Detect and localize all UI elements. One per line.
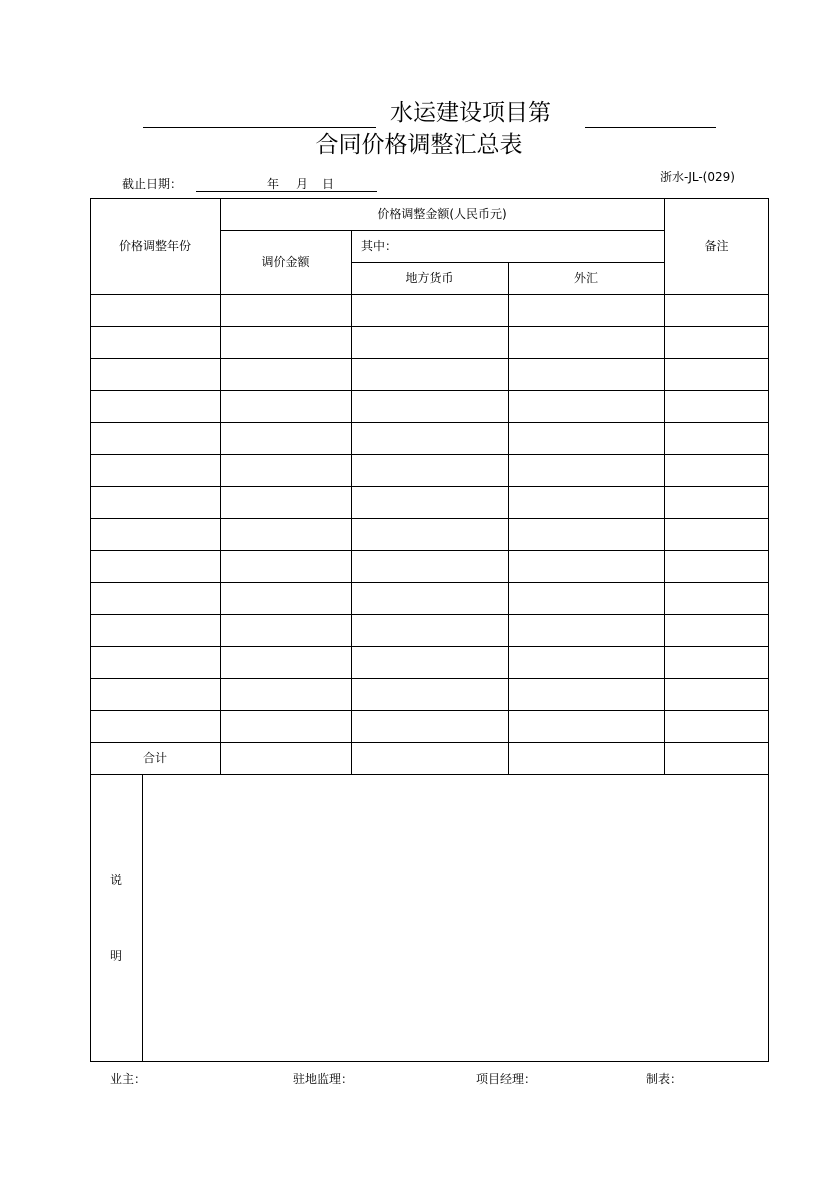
date-year: 年 [267,177,280,191]
date-label: 截止日期： [122,177,183,191]
grid-line [351,230,352,775]
table-row-line [90,390,769,391]
col-remark: 备注 [704,239,729,253]
table-row-line [90,326,769,327]
col-subgroup-of-which: 其中： [361,239,398,253]
col-foreign-currency: 外汇 [573,271,598,285]
table-row-line [90,550,769,551]
notes-label-char-1: 说 [109,873,122,887]
grid-line [90,294,769,295]
table-row-line [90,678,769,679]
table-row-line [90,646,769,647]
table-row-line [90,422,769,423]
table-row-line [90,710,769,711]
manager-signature-label: 项目经理： [476,1072,537,1086]
date-day: 日 [322,177,335,191]
date-underline [196,191,377,192]
grid-line [351,262,664,263]
notes-area[interactable] [143,775,768,1061]
preparer-signature-label: 制表： [646,1072,683,1086]
table-row-line [90,486,769,487]
grid-line [220,230,664,231]
supervisor-signature-label: 驻地监理： [293,1072,354,1086]
table-row-line [90,742,769,743]
date-month: 月 [296,177,309,191]
project-title: 水运建设项目第 [390,100,551,126]
table-row-line [90,582,769,583]
title-line-1 [0,96,838,130]
col-adjust-amount: 调价金额 [261,255,310,269]
form-code: 浙水-JL-(029) [660,170,735,184]
notes-label-char-2: 明 [109,949,122,963]
table-row-line [90,518,769,519]
table-row-line [90,358,769,359]
total-label: 合计 [142,751,167,765]
col-group-adjust-amount: 价格调整金额(人民币元) [377,207,507,221]
col-local-currency: 地方货币 [405,271,454,285]
form-title: 合同价格调整汇总表 [315,132,523,158]
owner-signature-label: 业主： [110,1072,147,1086]
table-row-line [90,614,769,615]
table-row-line [90,454,769,455]
col-adjust-year: 价格调整年份 [118,239,191,253]
